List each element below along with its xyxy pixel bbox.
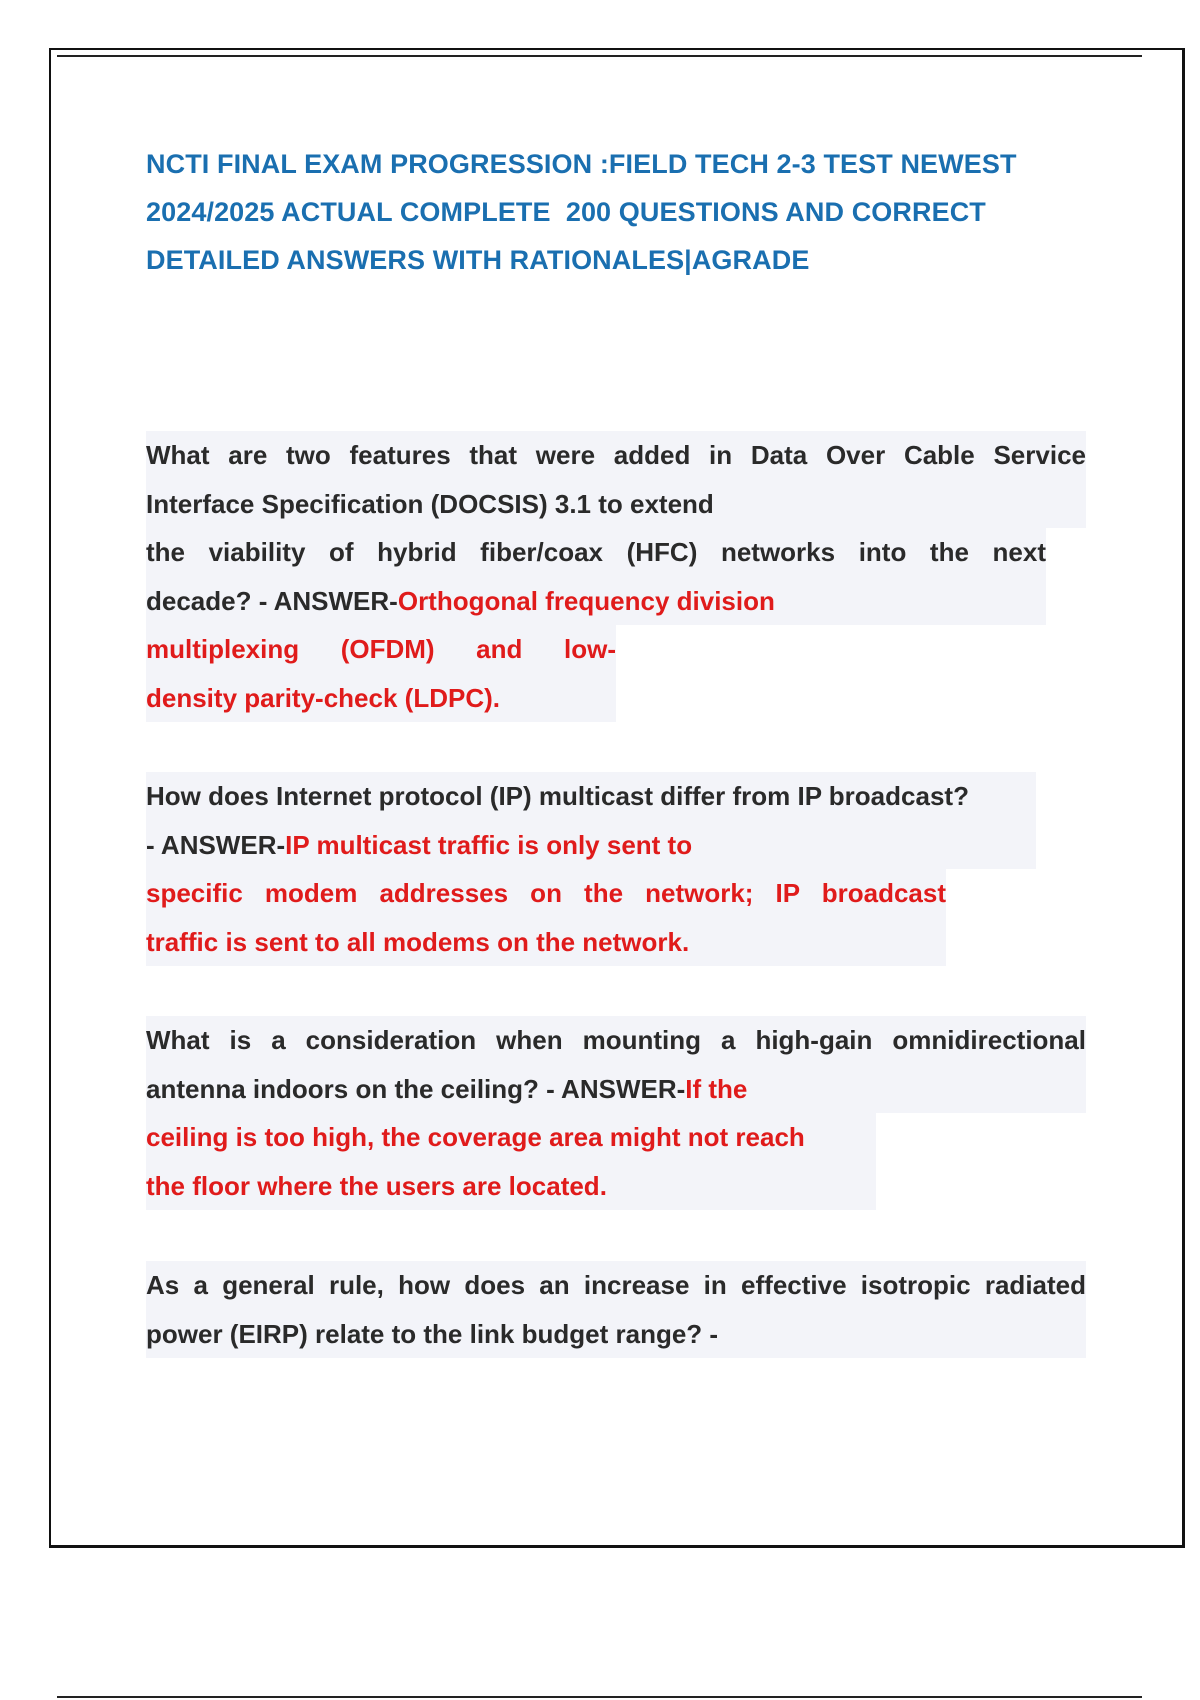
- title-line: 2024/2025 ACTUAL COMPLETE 200 QUESTIONS AND CORRECT: [146, 197, 986, 227]
- title-line: DETAILED ANSWERS WITH RATIONALES|AGRADE: [146, 245, 810, 275]
- question-line: Interface Specification (DOCSIS) 3.1 to extend: [146, 480, 1086, 529]
- question-text: antenna indoors on the ceiling? - ANSWER-: [146, 1073, 686, 1104]
- answer-line: traffic is sent to all modems on the network.: [146, 918, 946, 967]
- answer-line: multiplexing (OFDM) and low-: [146, 625, 616, 674]
- qa-item-1: [146, 431, 1086, 722]
- question-text: decade? - ANSWER-: [146, 585, 398, 616]
- question-line: the viability of hybrid fiber/coax (HFC) networks into the next: [146, 528, 1046, 577]
- qa-item-3: [146, 1016, 1086, 1210]
- question-text: - ANSWER-: [146, 829, 286, 860]
- answer-line: ceiling is too high, the coverage area might not reach: [146, 1113, 876, 1162]
- top-rule: [57, 55, 1142, 57]
- answer-text: IP multicast traffic is only sent to: [285, 829, 693, 860]
- question-answer-line: [146, 821, 1036, 870]
- question-line: As a general rule, how does an increase in effective isotropic radiated: [146, 1261, 1086, 1310]
- bottom-rule: [57, 1696, 1142, 1698]
- title-line: NCTI FINAL EXAM PROGRESSION :FIELD TECH 2-3 TEST NEWEST: [146, 149, 1017, 179]
- question-answer-line: [146, 1065, 1086, 1114]
- answer-text: If the: [685, 1073, 748, 1104]
- answer-text: Orthogonal frequency division: [397, 585, 775, 616]
- question-line: What is a consideration when mounting a high-gain omnidirectional: [146, 1016, 1086, 1065]
- question-line: power (EIRP) relate to the link budget range? -: [146, 1310, 1086, 1359]
- question-line: How does Internet protocol (IP) multicast differ from IP broadcast?: [146, 772, 1036, 821]
- answer-line: specific modem addresses on the network; IP broadcast: [146, 869, 946, 918]
- answer-line: the floor where the users are located.: [146, 1162, 876, 1211]
- question-line: What are two features that were added in Data Over Cable Service: [146, 431, 1086, 480]
- document-title: [146, 140, 1066, 284]
- answer-line: density parity-check (LDPC).: [146, 674, 616, 723]
- question-answer-line: [146, 577, 1046, 626]
- qa-item-4: [146, 1261, 1086, 1358]
- qa-item-2: [146, 772, 1036, 966]
